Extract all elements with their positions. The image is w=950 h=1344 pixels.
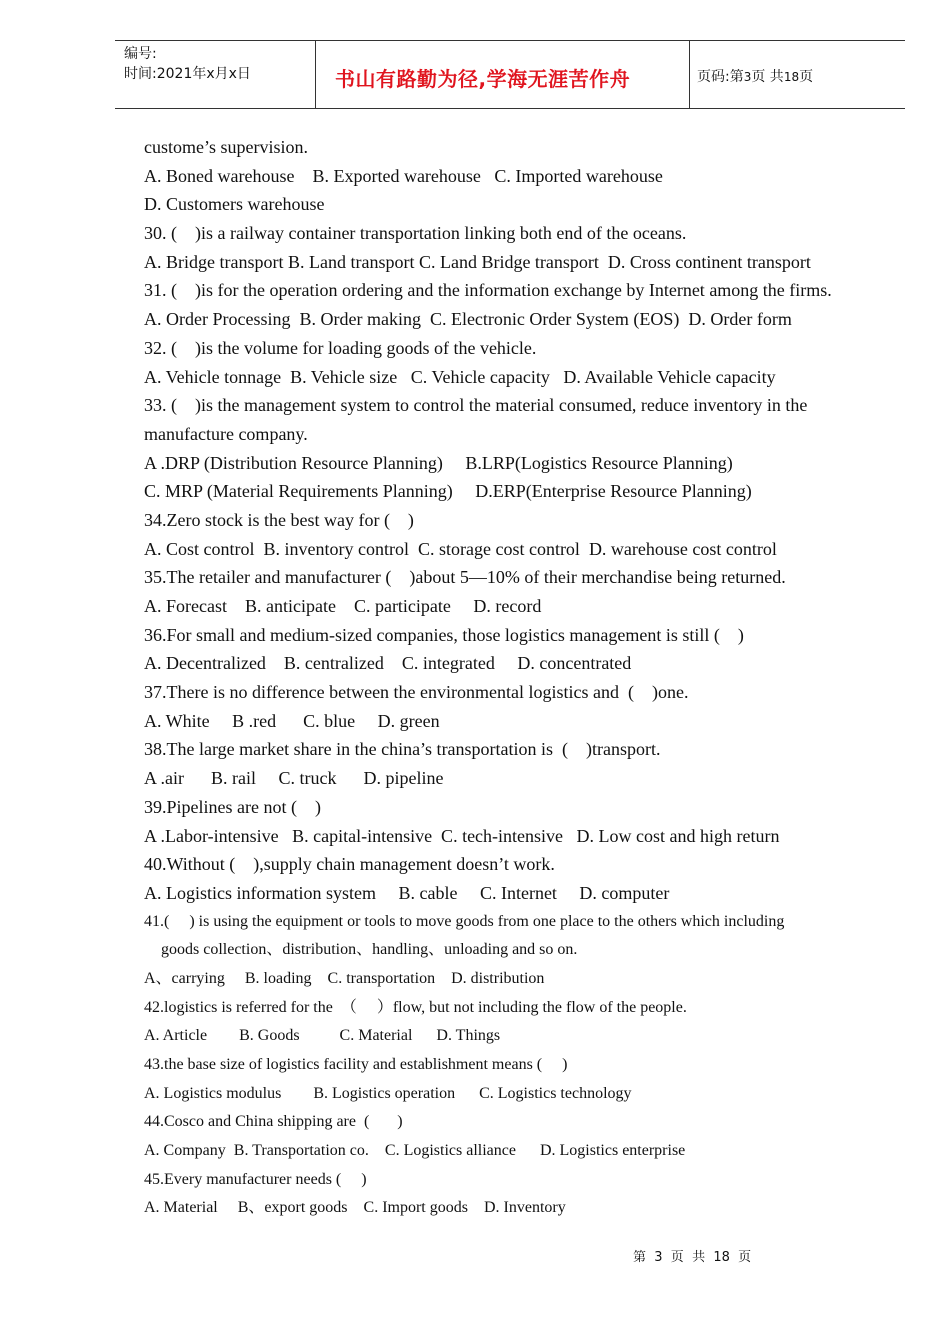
page-info — [697, 66, 813, 86]
answer-options: A. Cost control B. inventory control C. storage cost control D. warehouse cost control — [144, 538, 777, 559]
answer-options: A. Decentralized B. centralized C. integrated D. concentrated — [144, 653, 632, 674]
header-meta-cell — [115, 41, 316, 108]
question-41: 41.( ) is using the equipment or tools to move goods from one place to the others which including — [144, 912, 785, 930]
header-motto-cell — [315, 41, 690, 108]
answer-options: A、carrying B. loading C. transportation D. distribution — [144, 969, 545, 987]
header-page-cell — [689, 41, 905, 108]
question-30: 30. ( )is a railway container transportation linking both end of the oceans. — [144, 223, 687, 244]
answer-options: A. Forecast B. anticipate C. participate D. record — [144, 596, 542, 616]
question-33: 33. ( )is the management system to control the material consumed, reduce inventory in the — [144, 395, 808, 416]
answer-options: A. Material B、export goods C. Import goods D. Inventory — [144, 1199, 566, 1217]
question-32: 32. ( )is the volume for loading goods of the vehicle. — [144, 337, 537, 358]
question-41-cont: goods collection、distribution、handling、unloading and so on. — [161, 941, 578, 959]
answer-options: A. Article B. Goods C. Material D. Things — [144, 1027, 501, 1045]
question-34: 34.Zero stock is the best way for ( ) — [144, 509, 414, 530]
answer-options: A. Logistics information system B. cable C. Internet D. computer — [144, 882, 670, 903]
answer-options: A .DRP (Distribution Resource Planning) B.LRP(Logistics Resource Planning) — [144, 452, 733, 473]
answer-options: D. Customers warehouse — [144, 194, 325, 215]
page-prefix: 页码:第 — [697, 69, 744, 85]
page-header — [115, 40, 905, 109]
answer-options: A .air B. rail C. truck D. pipeline — [144, 768, 444, 789]
answer-options: A. Company B. Transportation co. C. Logistics alliance D. Logistics enterprise — [144, 1142, 686, 1160]
page-total: 18 — [783, 70, 800, 84]
document-body — [144, 133, 904, 1223]
answer-options: A. Boned warehouse B. Exported warehouse C. Imported warehouse — [144, 165, 663, 186]
question-35: 35.The retailer and manufacturer ( )about 5—10% of their merchandise being returned. — [144, 567, 786, 588]
motto: 书山有路勤为径,学海无涯苦作舟 — [335, 67, 631, 91]
question-45: 45.Every manufacturer needs ( ) — [144, 1170, 367, 1188]
page-mid: 页 共 — [751, 69, 784, 85]
question-39: 39.Pipelines are not ( ) — [144, 796, 321, 817]
answer-options: A. Vehicle tonnage B. Vehicle size C. Vehicle capacity D. Available Vehicle capacity — [144, 366, 776, 387]
question-42: 42.logistics is referred for the （ ）flow, but not including the flow of the people. — [144, 998, 687, 1016]
answer-options: C. MRP (Material Requirements Planning) D.ERP(Enterprise Resource Planning) — [144, 481, 752, 502]
code-label: 编号: — [124, 46, 157, 62]
question-38: 38.The large market share in the china’s transportation is ( )transport. — [144, 739, 661, 760]
question-31: 31. ( )is for the operation ordering and the information exchange by Internet among the firms. — [144, 280, 832, 301]
question-43: 43.the base size of logistics facility and establishment means ( ) — [144, 1056, 568, 1073]
question-36: 36.For small and medium-sized companies, those logistics management is still ( ) — [144, 624, 744, 645]
text-line: custome’s supervision. — [144, 137, 308, 157]
answer-options: A .Labor-intensive B. capital-intensive C. tech-intensive D. Low cost and high return — [144, 825, 780, 846]
question-40: 40.Without ( ),supply chain management doesn’t work. — [144, 854, 555, 875]
answer-options: A. White B .red C. blue D. green — [144, 710, 440, 731]
page-footer: 第 3 页 共 18 页 — [633, 1250, 752, 1265]
question-44: 44.Cosco and China shipping are ( ) — [144, 1113, 403, 1131]
page-number: 3 — [743, 70, 752, 84]
answer-options: A. Logistics modulus B. Logistics operation C. Logistics technology — [144, 1084, 632, 1102]
time-label: 时间:2021年x月x日 — [124, 66, 251, 82]
answer-options: A. Order Processing B. Order making C. Electronic Order System (EOS) D. Order form — [144, 309, 792, 330]
question-33-cont: manufacture company. — [144, 423, 308, 444]
answer-options: A. Bridge transport B. Land transport C. Land Bridge transport D. Cross continent transport — [144, 251, 811, 272]
question-37: 37.There is no difference between the environmental logistics and ( )one. — [144, 682, 689, 703]
page-suffix: 页 — [799, 69, 814, 85]
